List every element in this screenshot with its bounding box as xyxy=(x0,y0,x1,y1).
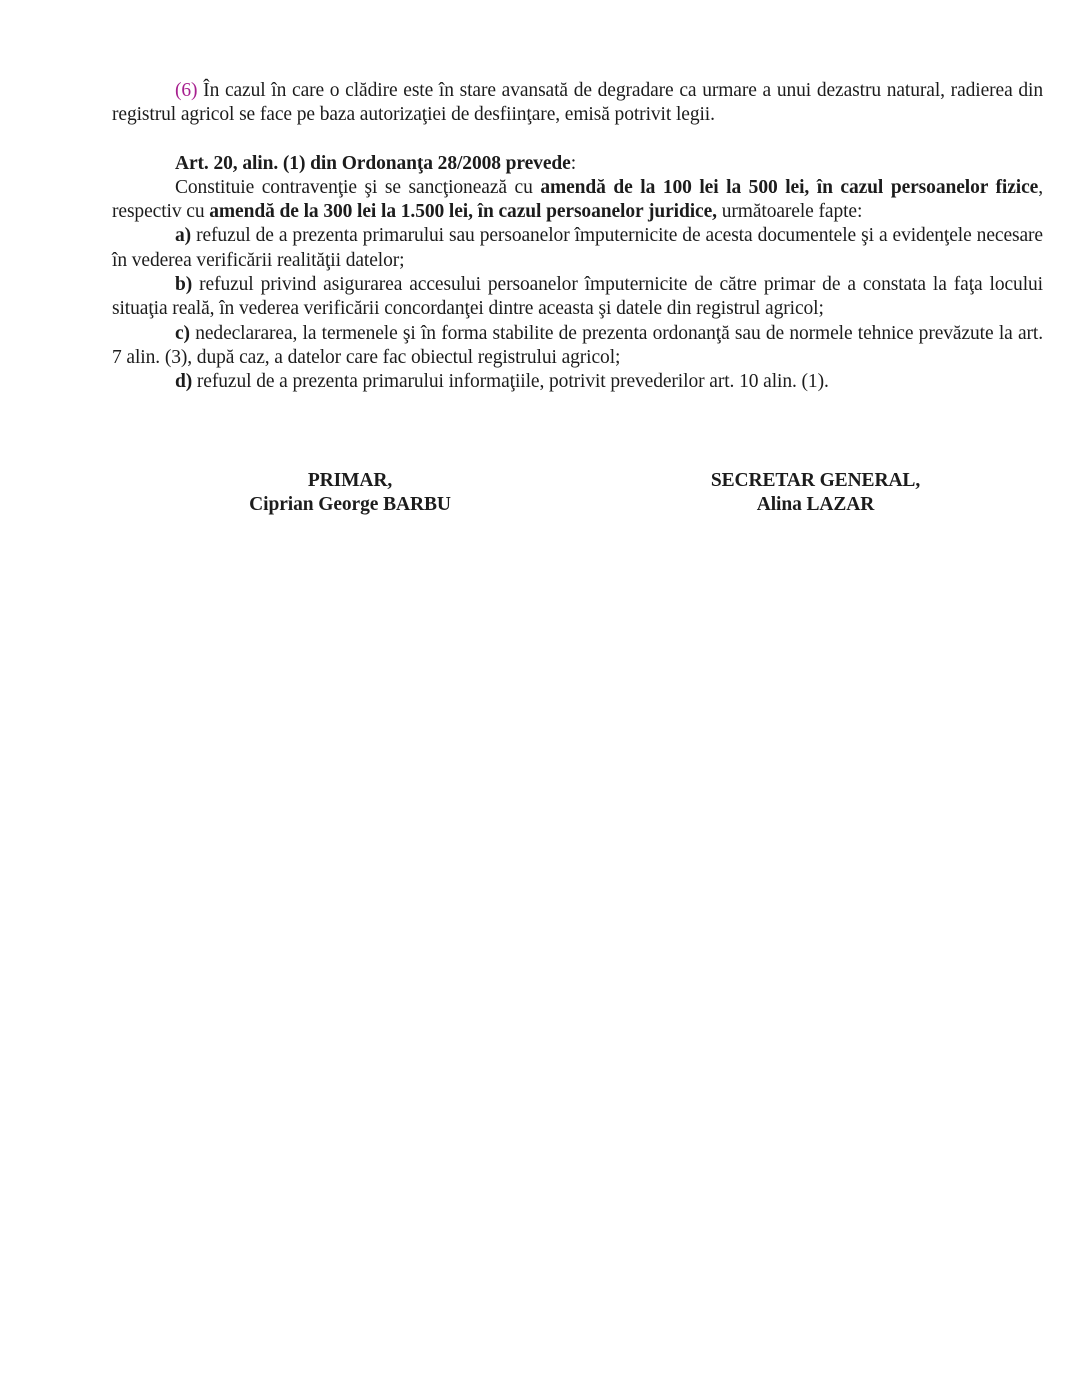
item-c-marker: c) xyxy=(175,322,190,344)
paragraph-clause-6 xyxy=(112,79,1043,128)
list-item-a xyxy=(112,224,1043,273)
item-b-text: refuzul privind asigurarea accesului persoanelor împuternicite de către primar de a constata la faţa locului situaţia reală, în vederea verificării concordanţei dintre aceasta şi datele din registrul agricol; xyxy=(112,274,1043,320)
signature-primar-title: PRIMAR, xyxy=(307,469,393,491)
art20-heading-colon: : xyxy=(570,152,577,174)
intro-fine-persoane-fizice: amendă de la 100 lei la 500 lei, în cazul persoanelor fizice xyxy=(540,176,1039,198)
item-c-text: nedeclararea, la termenele şi în forma stabilite de prezenta ordonanţă sau de normele tehnice prevăzute la art. 7 alin. (3), după caz, a datelor care fac obiectul registrului agricol; xyxy=(112,322,1043,368)
intro-fine-persoane-juridice: amendă de la 300 lei la 1.500 lei, în cazul persoanelor juridice, xyxy=(209,201,717,223)
art20-heading-text: Art. 20, alin. (1) din Ordonanţa 28/2008 prevede xyxy=(175,152,571,174)
document-body xyxy=(112,0,1043,517)
signature-primar xyxy=(112,469,588,518)
clause-6-text: În cazul în care o clădire este în stare avansată de degradare ca urmare a unui dezastru natural, radierea din registrul agricol se face pe baza autorizaţiei de desfiinţare, emisă potrivit legii. xyxy=(112,80,1043,126)
list-item-c xyxy=(112,322,1043,371)
item-b-marker: b) xyxy=(175,274,193,296)
signature-primar-name: Ciprian George BARBU xyxy=(249,493,451,515)
signature-block xyxy=(112,469,1043,518)
intro-segment-1: Constituie contravenţie şi se sancţionează cu xyxy=(175,176,541,198)
list-item-b xyxy=(112,273,1043,322)
art20-intro-paragraph xyxy=(112,176,1043,225)
signature-secretar-title: SECRETAR GENERAL, xyxy=(710,469,921,491)
signature-secretar-name: Alina LAZAR xyxy=(756,493,875,515)
intro-segment-3: , respectiv cu xyxy=(112,176,1044,223)
item-a-text: refuzul de a prezenta primarului sau persoanelor împuternicite de acesta documentele şi a evidenţele necesare în vederea verificării realităţii datelor; xyxy=(112,225,1043,271)
intro-segment-5: următoarele fapte: xyxy=(716,201,863,223)
list-item-d xyxy=(112,370,1043,394)
item-d-text: refuzul de a prezenta primarului informaţiile, potrivit prevederilor art. 10 alin. (1). xyxy=(192,371,829,393)
signature-secretar-general xyxy=(588,469,1043,518)
clause-6-number: (6) xyxy=(175,80,198,101)
item-d-marker: d) xyxy=(175,371,193,393)
item-a-marker: a) xyxy=(175,225,192,247)
art20-heading xyxy=(112,152,1043,176)
